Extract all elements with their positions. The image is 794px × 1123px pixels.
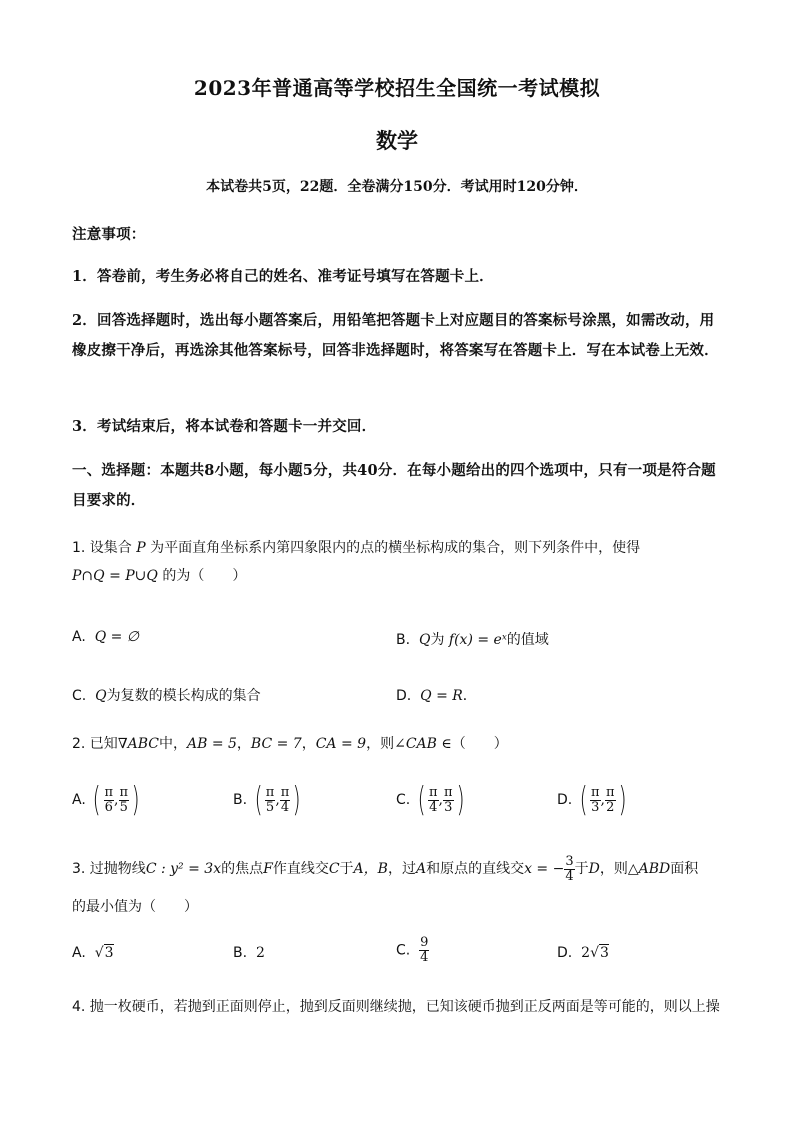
frac-num: π [443,784,453,800]
frac-den: 4 [280,799,290,815]
q3-text: 于 [339,861,354,877]
q3-ab: A，B [353,861,388,877]
q1-text-2: 的为（ ） [162,568,247,584]
q3-option-d[interactable]: D. 2√3 [557,945,609,961]
frac-num: π [119,784,129,800]
option-text: 为 [430,632,445,648]
option-label: B. [233,945,248,961]
question-3 [72,853,724,885]
option-label: A. [72,629,86,645]
option-text: 的值域 [506,632,549,648]
q2-ab: AB = 5 [186,736,237,752]
q2-ca: CA = 9 [315,736,367,752]
option-label: B. [233,792,248,808]
frac-num: π [605,784,615,800]
option-label: D. [557,792,573,808]
q2-option-c[interactable]: C. ( $\frac{\pi}{4}$ , $\frac{\pi}{3}$ ) [396,780,465,820]
frac-den: 6 [104,799,113,815]
option-label: A. [72,792,86,808]
note-item-2: 2．回答选择题时，选出每小题答案后，用铅笔把答题卡上对应题目的答案标号涂黑，如需改动，用橡皮擦干净后，再选涂其他答案标号，回答非选择题时，将答案写在答题卡上．写在本试卷上无效． [72,312,719,359]
option-math: Q [95,688,107,704]
q3-c: C [328,861,340,877]
q2-text: ，则 [366,736,395,752]
frac-den: 3 [591,799,600,815]
question-4: 4. 抛一枚硬币，若抛到正面则停止，抛到反面则继续抛，已知该硬币抛到正反两面是等可能的，则以上操 [72,999,720,1015]
q3-text: 和原点的直线交 [426,861,525,877]
option-math: Q = ∅ [94,629,139,645]
frac-den: 4 [565,868,574,884]
sqrt-radicand: 3 [104,945,114,961]
frac-num: π [428,784,438,800]
note-item-3: 3．考试结束后，将本试卷和答题卡一并交回． [72,418,377,435]
frac-den: 4 [420,950,429,965]
frac-num: 9 [420,935,429,950]
option-label: D. [557,945,573,961]
option-label: B. [396,632,411,648]
option-value: 2 [255,945,265,961]
q3-a: A [415,861,427,877]
q1-prefix: 1. 设集合 [72,540,132,556]
q3-text: 面积 [670,861,699,877]
notes-heading: 注意事项： [72,226,146,243]
section-1-heading: 一、选择题：本题共8小题，每小题5分，共40分．在每小题给出的四个选项中，只有一项是符合题目要求的． [72,462,716,509]
q1-set-p: P [136,540,146,556]
q3-f: F [263,861,273,877]
q2-bc: BC = 7 [250,736,302,752]
q3-triangle: △ABD [627,861,671,877]
q1-condition: P∩Q = P∪Q [72,568,158,584]
question-2 [72,730,724,758]
option-math: Q = R [420,688,463,704]
q3-option-b[interactable] [233,945,265,961]
option-math: Q [418,632,431,648]
q1-option-d[interactable] [396,685,477,705]
q1-text-1: 为平面直角坐标系内第四象限内的点的横坐标构成的集合，则下列条件中，使得 [150,540,641,556]
q2-option-a[interactable]: A. ( $\frac{\pi}{6}$ , $\frac{\pi}{5}$ ) [72,780,140,820]
frac-den: 5 [265,799,275,815]
frac-num: π [265,784,275,800]
option-text: ． [462,688,477,704]
q2-comma: ， [236,736,251,752]
frac-num: π [590,784,600,800]
subject-title: 数学 [376,128,418,153]
sqrt-radicand: 3 [599,945,609,961]
q3-text: ，过 [387,861,416,877]
q3-option-a[interactable]: A. √3 [72,945,114,961]
q3-d: D [588,861,600,877]
q1-option-c[interactable] [72,685,261,705]
q2-prefix: 2. 已知 [72,736,118,752]
q3-text: ，则 [599,861,628,877]
option-coef: 2 [581,945,591,961]
q2-comma: ， [301,736,316,752]
option-text: 为复数的模长构成的集合 [106,688,261,704]
q2-text: 中， [158,736,187,752]
q3-x-eq: x = − [524,861,565,877]
q3-curve: C : y² = 3x [145,861,222,877]
note-item-1: 1．答卷前，考生务必将自己的姓名、准考证号填写在答题卡上． [72,268,494,285]
q3-text: 作直线交 [272,861,329,877]
option-label: C. [396,792,411,808]
frac-den: 3 [444,799,453,815]
exam-intro: 本试卷共5页，22题．全卷满分150分．考试用时120分钟． [206,179,588,195]
frac-den: 5 [119,799,128,815]
q1-option-b[interactable] [396,629,549,649]
option-label: D. [396,688,412,704]
q3-text: 的焦点 [221,861,264,877]
frac-num: π [104,784,114,800]
frac-num: 3 [565,853,574,869]
q3-text: 于 [574,861,589,877]
q3-prefix: 3. 过抛物线 [72,861,146,877]
question-3-line-2: 的最小值为（ ） [72,899,198,915]
exam-title: 2023年普通高等学校招生全国统一考试模拟 [193,76,601,100]
q1-option-a[interactable] [72,629,139,645]
option-label: A. [72,945,86,961]
q2-triangle: ∇ABC [117,736,159,752]
q2-option-b[interactable]: B. ( $\frac{\pi}{5}$ , $\frac{\pi}{4}$ ) [233,780,301,820]
frac-den: 4 [429,799,438,815]
q2-end: （ ） [451,736,508,752]
q3-option-c[interactable] [396,936,429,965]
frac-den: 2 [606,799,615,815]
frac-num: π [280,784,290,800]
option-label: C. [72,688,87,704]
option-label: C. [396,942,411,959]
option-math: f(x) = eˣ [448,632,507,648]
q2-option-d[interactable]: D. ( $\frac{\pi}{3}$ , $\frac{\pi}{2}$ ) [557,780,627,820]
q2-angle: ∠CAB ∈ [394,736,452,752]
question-1 [72,534,724,590]
